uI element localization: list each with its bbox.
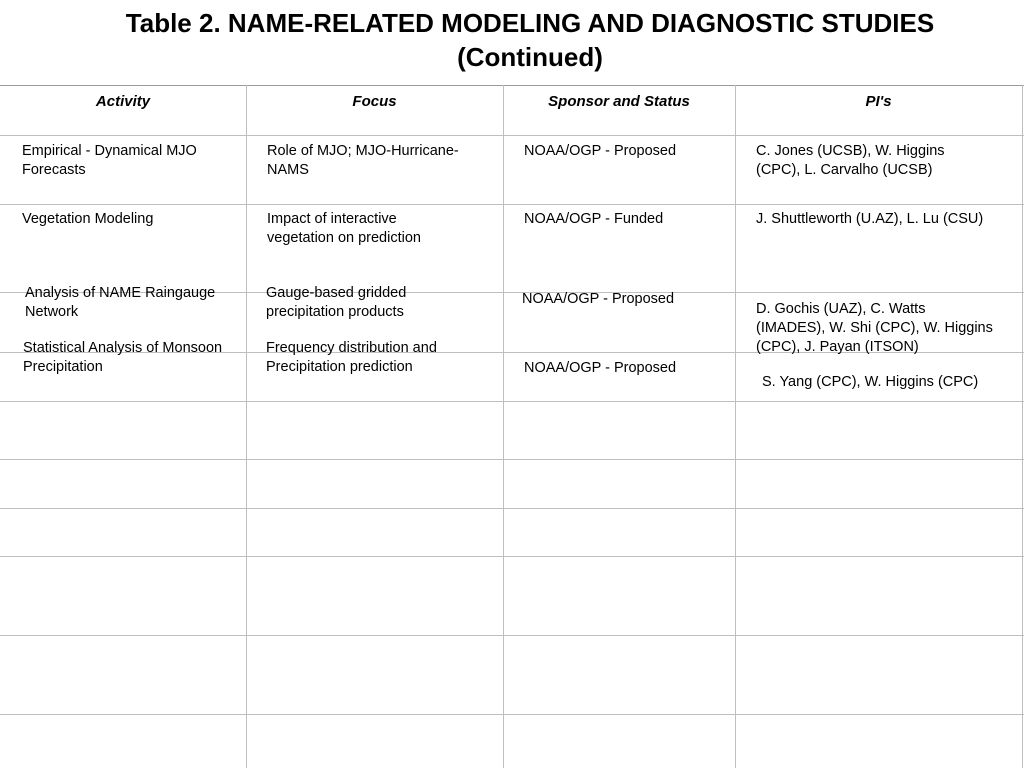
table-rule bbox=[0, 714, 1024, 715]
header-pis: PI's bbox=[865, 93, 892, 110]
table-rule bbox=[0, 508, 1024, 509]
row-3-focus: Gauge-based gridded precipitation products bbox=[266, 285, 407, 320]
row-4-sponsor: NOAA/OGP - Proposed bbox=[524, 360, 677, 376]
table-rule bbox=[0, 459, 1024, 460]
row-1-focus: Role of MJO; MJO-Hurricane-NAMS bbox=[267, 143, 459, 178]
row-3-activity: Analysis of NAME Raingauge Network bbox=[25, 285, 216, 320]
row-3-pis: D. Gochis (UAZ), C. Watts (IMADES), W. Shi (CPC), W. Higgins (CPC), J. Payan (ITSON) bbox=[756, 301, 993, 355]
row-1-sponsor: NOAA/OGP - Proposed bbox=[524, 143, 677, 159]
row-2-pis: J. Shuttleworth (U.AZ), L. Lu (CSU) bbox=[756, 211, 984, 227]
table-column-rule bbox=[735, 85, 736, 768]
table-rule bbox=[0, 85, 1024, 86]
table-rule bbox=[0, 401, 1024, 402]
row-3-sponsor: NOAA/OGP - Proposed bbox=[522, 291, 675, 307]
row-4-pis: S. Yang (CPC), W. Higgins (CPC) bbox=[762, 374, 979, 390]
row-2-sponsor: NOAA/OGP - Funded bbox=[524, 211, 664, 227]
table-rule bbox=[0, 135, 1024, 136]
table-column-rule bbox=[246, 85, 247, 768]
row-4-focus: Frequency distribution and Precipitation prediction bbox=[266, 340, 437, 375]
table-rule bbox=[0, 635, 1024, 636]
page-title bbox=[0, 6, 1024, 74]
table-column-rule bbox=[503, 85, 504, 768]
table-rule bbox=[0, 556, 1024, 557]
row-2-activity: Vegetation Modeling bbox=[22, 211, 154, 227]
page-title-line-1: Table 2. NAME-RELATED MODELING AND DIAGNOSTIC STUDIES bbox=[125, 8, 935, 38]
row-4-activity: Statistical Analysis of Monsoon Precipitation bbox=[23, 340, 223, 375]
row-1-activity: Empirical - Dynamical MJO Forecasts bbox=[22, 143, 197, 178]
page-title-line-2: (Continued) bbox=[457, 42, 603, 72]
header-focus: Focus bbox=[352, 93, 397, 110]
table-column-rule bbox=[1022, 85, 1023, 768]
header-activity: Activity bbox=[95, 93, 151, 110]
table-rule bbox=[0, 204, 1024, 205]
header-sponsor-status: Sponsor and Status bbox=[548, 93, 690, 110]
row-2-focus: Impact of interactive vegetation on prediction bbox=[267, 211, 421, 246]
row-1-pis: C. Jones (UCSB), W. Higgins (CPC), L. Carvalho (UCSB) bbox=[756, 143, 945, 178]
